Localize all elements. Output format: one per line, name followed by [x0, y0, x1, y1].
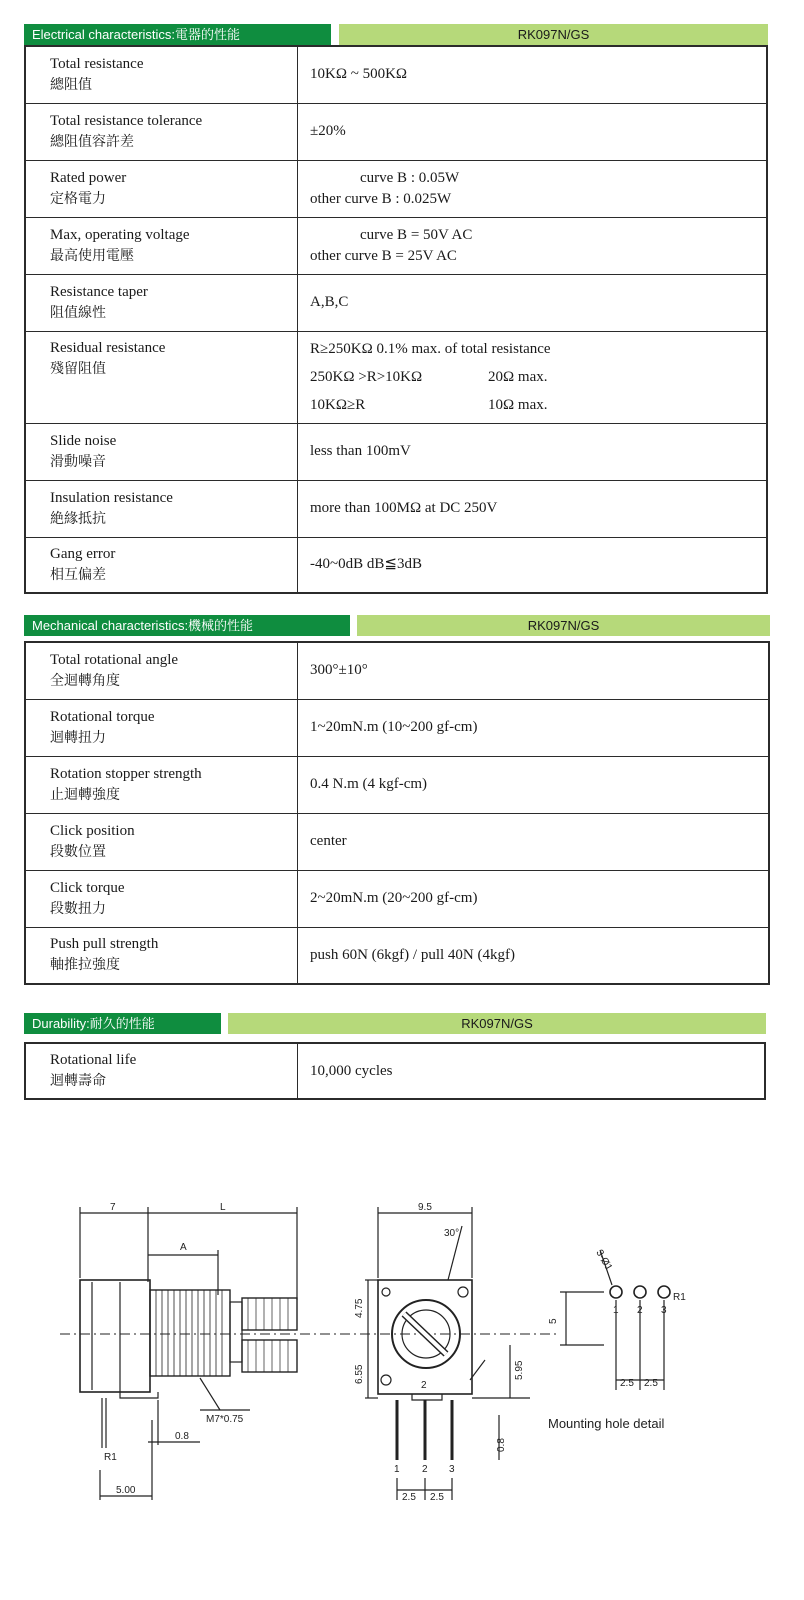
- dim-label: 7: [110, 1202, 116, 1213]
- row-value: less than 100mV: [298, 423, 768, 480]
- row-label: Gang error: [50, 545, 116, 562]
- table-row: [25, 813, 769, 870]
- dim-label: 2: [421, 1380, 427, 1391]
- row-label-cn: 定格電力: [50, 190, 106, 207]
- table-row: [25, 1043, 765, 1099]
- row-label: Max, operating voltage: [50, 226, 190, 243]
- dim-label: 9.5: [418, 1202, 432, 1213]
- row-label-cn: 滑動噪音: [50, 453, 106, 470]
- row-value-line: other curve B : 0.025W: [310, 190, 452, 207]
- row-label-cn: 相互偏差: [50, 566, 106, 583]
- pin-label: 1: [613, 1305, 619, 1316]
- row-value-line: 20Ω max.: [488, 369, 548, 385]
- table-row: [25, 699, 769, 756]
- dim-label: 2.5: [620, 1378, 634, 1389]
- row-label: Resistance taper: [50, 283, 148, 300]
- dim-label: R1: [104, 1452, 117, 1463]
- dim-label: 5.00: [116, 1485, 136, 1496]
- front-view: [365, 1207, 530, 1500]
- mechanical-model: RK097N/GS: [357, 615, 770, 636]
- row-value: 10,000 cycles: [298, 1043, 766, 1099]
- dim-label: 2.5: [644, 1378, 658, 1389]
- table-row: [25, 537, 767, 593]
- row-label-cn: 殘留阻值: [50, 360, 106, 377]
- row-value-line: curve B : 0.05W: [360, 169, 460, 186]
- hole-labels: [548, 1248, 686, 1431]
- row-label-cn: 軸推拉強度: [50, 957, 120, 974]
- row-label-cn: 總阻值容許差: [50, 133, 134, 150]
- row-label-cn: 總阻值: [50, 76, 92, 93]
- table-row: [25, 480, 767, 537]
- row-value: center: [298, 813, 770, 870]
- side-view: [80, 1207, 297, 1500]
- row-value: A,B,C: [298, 274, 768, 331]
- mechanical-table: [24, 641, 770, 985]
- dim-label: 5: [548, 1318, 559, 1324]
- electrical-header: [24, 24, 768, 45]
- durability-table: [24, 1042, 766, 1100]
- row-label: Total resistance: [50, 55, 144, 72]
- row-value-line: other curve B = 25V AC: [310, 247, 457, 264]
- table-row: [25, 756, 769, 813]
- row-value: -40~0dB dB≦3dB: [298, 537, 768, 593]
- row-label-cn: 段數位置: [50, 843, 106, 860]
- dim-label: 5.95: [514, 1360, 525, 1380]
- row-label-cn: 全迴轉角度: [50, 672, 120, 689]
- pin-label: R1: [673, 1292, 686, 1303]
- row-label-cn: 止迴轉強度: [50, 786, 120, 803]
- table-row: [25, 331, 767, 423]
- row-label: Total rotational angle: [50, 651, 179, 668]
- dim-label: A: [180, 1242, 187, 1253]
- row-value: 300°±10°: [298, 642, 770, 699]
- table-row: [25, 870, 769, 927]
- electrical-title: Electrical characteristics:電器的性能: [24, 24, 331, 45]
- row-label: Click torque: [50, 879, 125, 896]
- mounting-hole-detail: [560, 1250, 670, 1390]
- table-row: [25, 274, 767, 331]
- row-label: Rotation stopper strength: [50, 765, 202, 782]
- row-value-line: 250KΩ >R>10KΩ: [310, 369, 423, 385]
- row-value: more than 100MΩ at DC 250V: [298, 480, 768, 537]
- row-label-cn: 迴轉壽命: [50, 1073, 106, 1089]
- pin-label: 3: [661, 1305, 667, 1316]
- row-value: 0.4 N.m (4 kgf-cm): [298, 756, 770, 813]
- table-row: [25, 642, 769, 699]
- row-label-cn: 絶緣抵抗: [50, 510, 106, 527]
- row-value: 10KΩ ~ 500KΩ: [298, 46, 768, 103]
- row-label-cn: 最高使用電壓: [50, 247, 134, 264]
- front-view-labels: [354, 1202, 525, 1503]
- dim-label: 4.75: [354, 1298, 365, 1318]
- row-label: Click position: [50, 822, 135, 839]
- durability-header: [24, 1013, 766, 1034]
- dim-label: 2.5: [402, 1492, 416, 1503]
- row-value: 2~20mN.m (20~200 gf-cm): [298, 870, 770, 927]
- electrical-table: [24, 45, 768, 594]
- pin-label: 3: [449, 1464, 455, 1475]
- pin-label: 1: [394, 1464, 400, 1475]
- pin-label: 2: [422, 1464, 428, 1475]
- row-value: ±20%: [298, 103, 768, 160]
- row-label: Residual resistance: [50, 339, 166, 356]
- side-view-labels: [104, 1202, 244, 1496]
- table-row: [25, 103, 767, 160]
- row-label: Rated power: [50, 169, 127, 186]
- row-label: Insulation resistance: [50, 489, 173, 506]
- row-value: push 60N (6kgf) / pull 40N (4kgf): [298, 927, 770, 984]
- dim-label: L: [220, 1202, 226, 1213]
- row-value: 1~20mN.m (10~200 gf-cm): [298, 699, 770, 756]
- row-value-line: 10KΩ≥R: [310, 397, 366, 413]
- dim-label: 0.8: [496, 1438, 507, 1452]
- mechanical-header: [24, 615, 770, 636]
- row-label: Rotational torque: [50, 708, 155, 725]
- row-label-cn: 段數扭力: [50, 900, 106, 917]
- table-row: [25, 160, 767, 217]
- dim-label: M7*0.75: [206, 1414, 244, 1425]
- table-row: [25, 46, 767, 103]
- mounting-caption: Mounting hole detail: [548, 1416, 665, 1431]
- dim-label: 0.8: [175, 1431, 189, 1442]
- dim-label: 30°: [444, 1228, 460, 1239]
- table-row: [25, 423, 767, 480]
- dim-label: 3-Ø1: [593, 1248, 615, 1273]
- pin-label: 2: [637, 1305, 643, 1316]
- row-value-line: 10Ω max.: [488, 397, 548, 413]
- durability-title: Durability:耐久的性能: [24, 1013, 221, 1034]
- row-label: Rotational life: [50, 1052, 137, 1068]
- dim-label: 6.55: [354, 1364, 365, 1384]
- row-label-cn: 阻值線性: [50, 304, 106, 321]
- durability-model: RK097N/GS: [228, 1013, 766, 1034]
- electrical-model: RK097N/GS: [339, 24, 768, 45]
- mechanical-title: Mechanical characteristics:機械的性能: [24, 615, 350, 636]
- dim-label: 2.5: [430, 1492, 444, 1503]
- table-row: [25, 217, 767, 274]
- row-label: Push pull strength: [50, 936, 159, 953]
- row-value-line: curve B = 50V AC: [360, 226, 473, 243]
- row-label: Slide noise: [50, 432, 117, 449]
- table-row: [25, 927, 769, 984]
- row-value-line: R≥250KΩ 0.1% max. of total resistance: [310, 341, 551, 357]
- row-label: Total resistance tolerance: [50, 112, 203, 129]
- row-label-cn: 迴轉扭力: [50, 729, 106, 746]
